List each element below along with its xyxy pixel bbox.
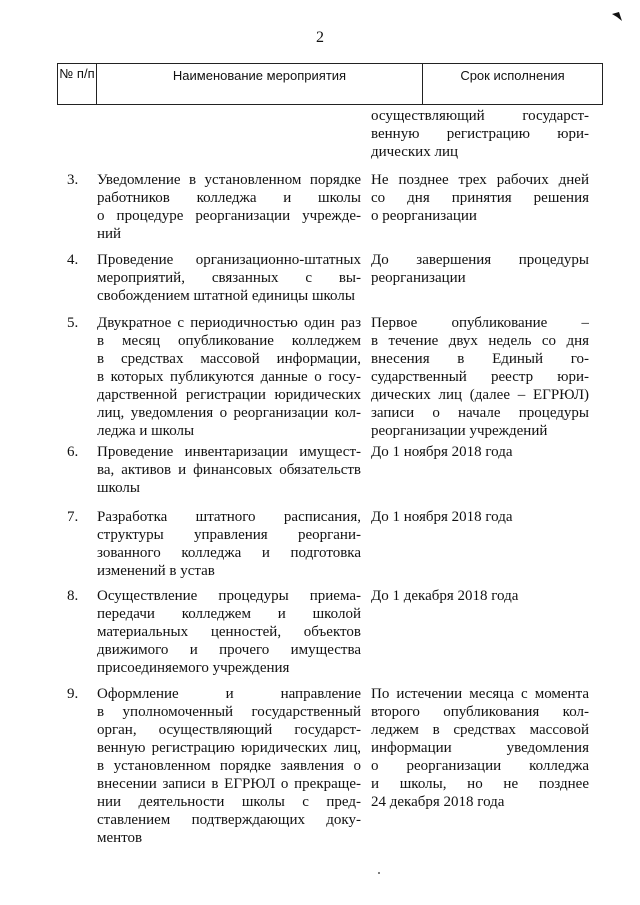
activity-name-line: в которых публикуются данные о госу- <box>97 369 361 385</box>
deadline-line: в течение двух недель со дня <box>371 333 589 349</box>
deadline-line: дических лиц (далее – ЕГРЮЛ) <box>371 387 589 403</box>
activity-name-line: ва, активов и финансовых обязательств <box>97 462 361 478</box>
deadline-cell <box>371 443 589 461</box>
activity-name-line: в уполномоченный государственный <box>97 704 361 720</box>
deadline-line: венную регистрацию юри- <box>371 126 589 142</box>
activity-name-line: движимого и прочего имущества <box>97 642 361 658</box>
activity-name-cell <box>97 171 361 243</box>
deadline-line: второго опубликования кол- <box>371 704 589 720</box>
deadline-line: До 1 ноября 2018 года <box>371 444 513 460</box>
deadline-line: До 1 декабря 2018 года <box>371 588 519 604</box>
row-number: 5. <box>67 315 79 331</box>
deadline-cell <box>371 587 589 605</box>
activity-name-line: дарственной регистрации юридических <box>97 387 361 403</box>
activity-name-cell <box>97 508 361 580</box>
header-name-label: Наименование мероприятия <box>172 68 347 83</box>
activity-name-line: орган, осуществляющий государст- <box>97 722 361 738</box>
activity-name-line: в установленном порядке заявления о <box>97 758 361 774</box>
row-number: 8. <box>67 588 79 604</box>
header-number-label: № п/п <box>59 66 95 81</box>
deadline-line: Первое опубликование – <box>371 315 589 331</box>
scan-speck <box>378 872 380 874</box>
activity-name-line: Оформление и направление <box>97 686 361 702</box>
activity-name-cell <box>97 685 361 847</box>
activity-name-line: Двукратное с периодичностью один раз <box>97 315 361 331</box>
activity-name-line: Осуществление процедуры приема- <box>97 588 361 604</box>
activity-name-line: Разработка штатного расписания, <box>97 509 361 525</box>
activity-name-line: ментов <box>97 830 143 846</box>
activity-name-line: в средствах массовой информации, <box>97 351 361 367</box>
deadline-line: записи о начале процедуры <box>371 405 589 421</box>
deadline-line: До завершения процедуры <box>371 252 589 268</box>
deadline-line: реорганизации <box>371 270 466 286</box>
continuation-deadline-cell <box>371 107 589 161</box>
activity-name-line: зованного колледжа и подготовка <box>97 545 361 561</box>
header-deadline-cell <box>422 63 603 105</box>
deadline-line: о реорганизации <box>371 208 477 224</box>
activity-name-line: нии деятельности школы с пред- <box>97 794 361 810</box>
deadline-cell <box>371 314 589 440</box>
deadline-line: со дня принятия решения <box>371 190 589 206</box>
header-name-cell <box>96 63 423 105</box>
deadline-line: сударственный реестр юри- <box>371 369 589 385</box>
activity-name-line: материальных ценностей, объектов <box>97 624 361 640</box>
deadline-line: дических лиц <box>371 144 458 160</box>
header-number-cell <box>57 63 97 105</box>
deadline-line: и школы, но не позднее <box>371 776 589 792</box>
activity-name-line: мероприятий, связанных с вы- <box>97 270 361 286</box>
deadline-cell <box>371 251 589 287</box>
deadline-line: о реорганизации колледжа <box>371 758 589 774</box>
activity-name-line: свобождением штатной единицы школы <box>97 288 355 304</box>
activity-name-line: передачи колледжем и школой <box>97 606 361 622</box>
deadline-line: леджем в средствах массовой <box>371 722 589 738</box>
page-number: 2 <box>316 29 324 46</box>
activity-name-line: ставлением подтверждающих доку- <box>97 812 361 828</box>
row-number: 6. <box>67 444 79 460</box>
deadline-line: По истечении месяца с момента <box>371 686 589 702</box>
deadline-line: До 1 ноября 2018 года <box>371 509 513 525</box>
activity-name-line: Проведение организационно-штатных <box>97 252 361 268</box>
activity-name-cell <box>97 314 361 440</box>
table-header <box>57 63 603 105</box>
activity-name-line: о процедуре реорганизации учрежде- <box>97 208 361 224</box>
deadline-line: информации уведомления <box>371 740 589 756</box>
deadline-line: 24 декабря 2018 года <box>371 794 505 810</box>
activity-name-line: ний <box>97 226 122 242</box>
activity-name-line: внесении записи в ЕГРЮЛ о прекраще- <box>97 776 361 792</box>
activity-name-line: изменений в устав <box>97 563 215 579</box>
deadline-cell <box>371 685 589 811</box>
activity-name-line: присоединяемого учреждения <box>97 660 290 676</box>
activity-name-line: Уведомление в установленном порядке <box>97 172 361 188</box>
row-number: 9. <box>67 686 79 702</box>
deadline-line: Не позднее трех рабочих дней <box>371 172 589 188</box>
deadline-line: реорганизации учреждений <box>371 423 548 439</box>
deadline-cell <box>371 171 589 225</box>
row-number: 7. <box>67 509 79 525</box>
row-number: 4. <box>67 252 79 268</box>
deadline-line: внесения в Единый го- <box>371 351 589 367</box>
activity-name-cell <box>97 587 361 677</box>
activity-name-line: в месяц опубликование колледжем <box>97 333 361 349</box>
activity-name-line: Проведение инвентаризации имущест- <box>97 444 361 460</box>
deadline-line: осуществляющий государст- <box>371 108 589 124</box>
deadline-cell <box>371 508 589 526</box>
activity-name-line: работников колледжа и школы <box>97 190 361 206</box>
corner-mark-icon <box>611 11 623 23</box>
activity-name-line: лиц, уведомления о реорганизации кол- <box>97 405 361 421</box>
activity-name-line: структуры управления реоргани- <box>97 527 361 543</box>
activity-name-cell <box>97 443 361 497</box>
row-number: 3. <box>67 172 79 188</box>
activity-name-line: школы <box>97 480 140 496</box>
activity-name-cell <box>97 251 361 305</box>
activity-name-line: леджа и школы <box>97 423 195 439</box>
activity-name-line: венную регистрацию юридических лиц, <box>97 740 361 756</box>
header-deadline-label: Срок исполнения <box>460 68 565 83</box>
